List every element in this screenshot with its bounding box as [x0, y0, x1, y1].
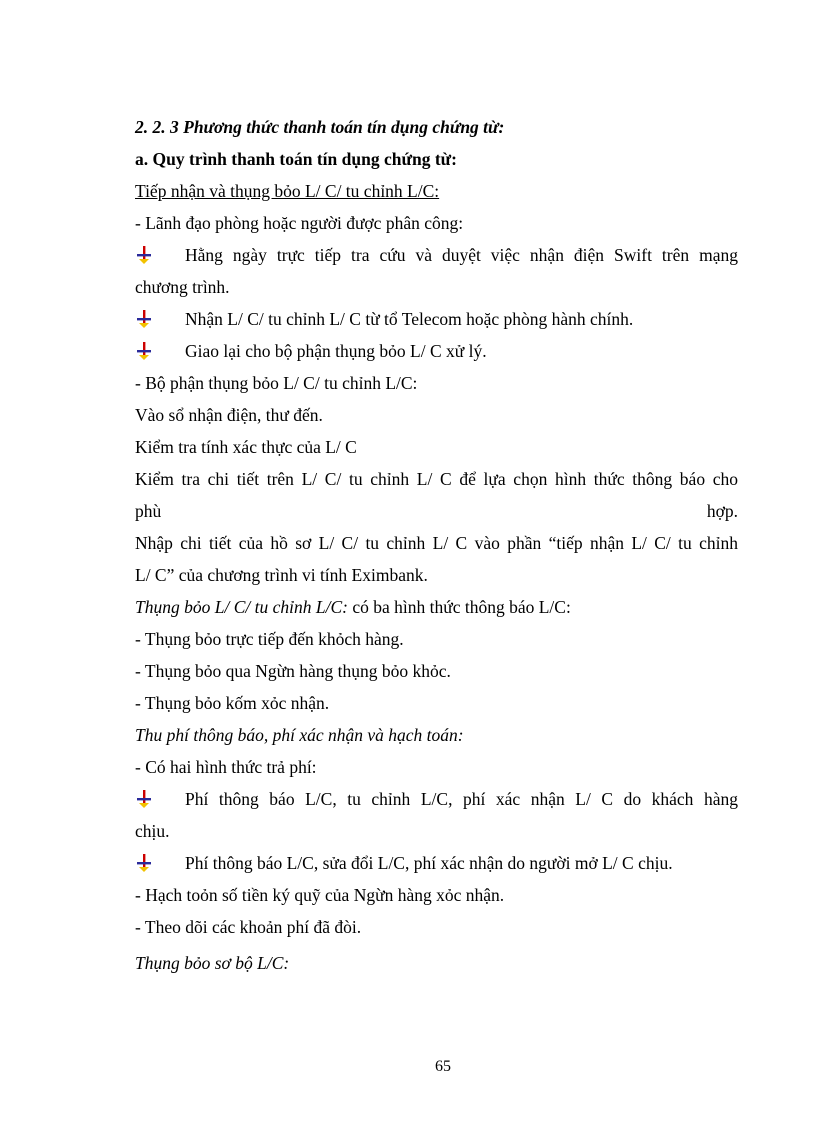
leader-intro: - Lãnh đạo phòng hoặc người được phân công:: [135, 213, 464, 233]
list-item-text: Hằng ngày trực tiếp tra cứu và duyệt việc nhận điện Swift trên mạng: [185, 245, 738, 265]
list-item-text: Giao lại cho bộ phận thụng bỏo L/ C xử lý.: [185, 341, 487, 361]
list-item: [135, 852, 738, 874]
list-item: [135, 340, 738, 362]
task-line: Kiểm tra tính xác thực của L/ C: [135, 437, 357, 457]
task-line: Nhập chi tiết của hồ sơ L/ C/ tu chỉnh L/ C vào phần “tiếp nhận L/ C/ tu chỉnh: [135, 533, 738, 553]
list-item: [135, 244, 738, 266]
list-item-text: Phí thông báo L/C, tu chỉnh L/C, phí xác nhận L/ C do khách hàng: [185, 789, 738, 809]
task-line-continuation: L/ C” của chương trình vi tính Eximbank.: [135, 565, 428, 585]
list-item: [135, 308, 738, 330]
list-item-text: Phí thông báo L/C, sửa đổi L/C, phí xác nhận do người mở L/ C chịu.: [185, 853, 673, 873]
list-item-continuation: chịu.: [135, 821, 170, 841]
task-line: Kiểm tra chi tiết trên L/ C/ tu chỉnh L/ C để lựa chọn hình thức thông báo cho: [135, 469, 738, 489]
arrow-bullet-icon: [135, 854, 153, 872]
notify-item: - Thụng bỏo kốm xỏc nhận.: [135, 693, 330, 713]
notify-item: - Thụng bỏo qua Ngừn hàng thụng bỏo khỏc.: [135, 661, 451, 681]
list-item: [135, 788, 738, 810]
page-number: 65: [435, 1058, 451, 1075]
task-word: hợp.: [706, 501, 738, 521]
prelim-heading: Thụng bỏo sơ bộ L/C:: [135, 953, 290, 973]
section-heading: 2. 2. 3 Phương thức thanh toán tín dụng chứng từ:: [135, 117, 505, 137]
list-item-continuation: chương trình.: [135, 277, 230, 297]
task-line-continuation: [135, 500, 738, 522]
arrow-bullet-icon: [135, 246, 153, 264]
arrow-bullet-icon: [135, 790, 153, 808]
notify-item: - Thụng bỏo trực tiếp đến khỏch hàng.: [135, 629, 404, 649]
notify-label: Thụng bỏo L/ C/ tu chỉnh L/C:: [135, 597, 348, 617]
arrow-bullet-icon: [135, 310, 153, 328]
fee-intro: - Có hai hình thức trả phí:: [135, 757, 317, 777]
fee-item: - Hạch toỏn số tiền ký quỹ của Ngừn hàng xỏc nhận.: [135, 885, 505, 905]
fee-heading: Thu phí thông báo, phí xác nhận và hạch toán:: [135, 725, 464, 745]
list-item-text: Nhận L/ C/ tu chỉnh L/ C từ tổ Telecom hoặc phòng hành chính.: [185, 309, 634, 329]
task-word: phù: [135, 501, 162, 521]
subsection-heading: a. Quy trình thanh toán tín dụng chứng từ:: [135, 149, 457, 169]
arrow-bullet-icon: [135, 342, 153, 360]
dept-intro: - Bộ phận thụng bỏo L/ C/ tu chỉnh L/C:: [135, 373, 418, 393]
task-line: Vào sổ nhận điện, thư đến.: [135, 405, 323, 425]
notify-rest: có ba hình thức thông báo L/C:: [347, 597, 571, 617]
fee-item: - Theo dõi các khoản phí đã đòi.: [135, 917, 362, 937]
receive-heading: Tiếp nhận và thụng bỏo L/ C/ tu chỉnh L/C:: [135, 181, 440, 201]
notify-line: [135, 596, 738, 618]
